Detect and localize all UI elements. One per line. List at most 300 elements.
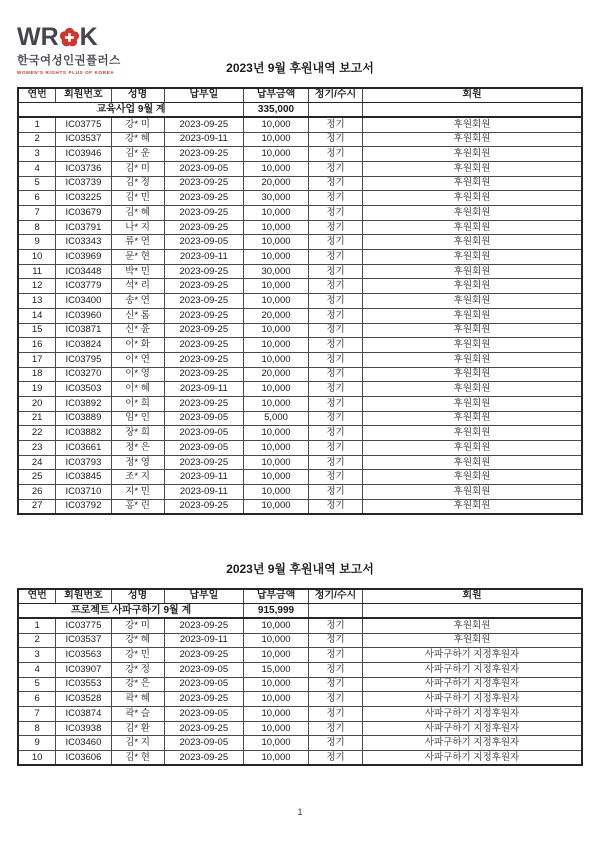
cell-membership: 후원회원 [363,191,582,206]
cell-amount: 10,000 [244,692,309,707]
cell-date: 2023-09-25 [164,692,244,707]
cell-member-id: IC03969 [56,250,111,265]
table-row [18,382,582,397]
cell-name: 신* 롬 [111,308,164,323]
cell-seq: 21 [18,411,56,426]
cell-membership: 후원회원 [363,264,582,279]
cell-member-id: IC03736 [56,161,111,176]
column-header: 회원 [363,88,582,103]
cell-seq: 6 [18,191,56,206]
column-header: 연번 [18,88,56,103]
cell-type: 정기 [308,662,362,677]
cell-type: 정기 [308,250,362,265]
cell-name: 송* 연 [111,294,164,309]
cell-name: 강* 미 [111,618,164,633]
cell-date: 2023-09-05 [164,426,244,441]
cell-member-id: IC03795 [56,352,111,367]
logo-english-tagline: WOMEN'S RIGHTS PLUS OF KOREA [17,70,115,75]
cell-date: 2023-09-25 [164,176,244,191]
table-row [18,677,582,692]
summary-label: 프로젝트 사파구하기 9월 계 [18,604,244,619]
cell-name: 박* 민 [111,264,164,279]
cell-name: 류* 연 [111,235,164,250]
cell-member-id: IC03793 [56,455,111,470]
table-row [18,707,582,722]
cell-name: 강* 혜 [111,132,164,147]
cell-type: 정기 [308,206,362,221]
table-row [18,235,582,250]
cell-member-id: IC03448 [56,264,111,279]
cell-membership: 후원회원 [363,441,582,456]
cell-type: 정기 [308,633,362,648]
table-row [18,132,582,147]
table-row [18,279,582,294]
cell-member-id: IC03528 [56,692,111,707]
column-header: 정기/수시 [308,88,362,103]
cell-date: 2023-09-11 [164,485,244,500]
table-row [18,618,582,633]
column-header: 납부일 [164,88,244,103]
cell-name: 이* 연 [111,352,164,367]
cell-member-id: IC03779 [56,279,111,294]
cell-seq: 9 [18,736,56,751]
cell-seq: 12 [18,279,56,294]
table-row [18,352,582,367]
header-row [18,88,582,103]
cell-member-id: IC03882 [56,426,111,441]
cell-type: 정기 [308,648,362,663]
cell-name: 김* 운 [111,147,164,162]
cell-amount: 10,000 [244,117,309,132]
cell-amount: 10,000 [244,721,309,736]
cell-name: 김* 미 [111,161,164,176]
column-header: 납부일 [164,589,244,604]
table-row [18,176,582,191]
cell-type: 정기 [308,132,362,147]
cell-amount: 10,000 [244,294,309,309]
cell-date: 2023-09-25 [164,455,244,470]
cell-amount: 10,000 [244,707,309,722]
table-row [18,367,582,382]
cell-amount: 20,000 [244,308,309,323]
cell-amount: 10,000 [244,426,309,441]
cell-seq: 10 [18,751,56,766]
cell-date: 2023-09-11 [164,250,244,265]
cell-member-id: IC03503 [56,382,111,397]
cell-amount: 10,000 [244,382,309,397]
table-row [18,692,582,707]
cell-type: 정기 [308,707,362,722]
cell-seq: 4 [18,662,56,677]
cell-type: 정기 [308,677,362,692]
cell-membership: 후원회원 [363,382,582,397]
cell-name: 홍* 린 [111,499,164,514]
cell-name: 이* 희 [111,396,164,411]
cell-membership: 후원회원 [363,618,582,633]
table-row [18,308,582,323]
cell-membership: 사파구하기 지정후원자 [363,736,582,751]
cell-seq: 7 [18,707,56,722]
cell-membership: 후원회원 [363,470,582,485]
cell-seq: 1 [18,117,56,132]
cell-name: 조* 지 [111,470,164,485]
cell-name: 강* 민 [111,648,164,663]
cell-type: 정기 [308,220,362,235]
cell-type: 정기 [308,117,362,132]
table-row [18,250,582,265]
cell-member-id: IC03791 [56,220,111,235]
cell-date: 2023-09-05 [164,411,244,426]
cell-name: 이* 영 [111,367,164,382]
cell-seq: 2 [18,132,56,147]
cell-member-id: IC03225 [56,191,111,206]
logo-wordmark [17,25,137,50]
cell-date: 2023-09-11 [164,382,244,397]
cell-date: 2023-09-05 [164,441,244,456]
cell-type: 정기 [308,161,362,176]
cell-member-id: IC03792 [56,499,111,514]
report-title-education: 2023년 9월 후원내역 보고서 [226,61,374,75]
cell-amount: 10,000 [244,648,309,663]
cell-type: 정기 [308,396,362,411]
cell-amount: 10,000 [244,279,309,294]
cell-name: 장* 희 [111,426,164,441]
table-row [18,662,582,677]
cell-member-id: IC03710 [56,485,111,500]
cell-seq: 6 [18,692,56,707]
cell-date: 2023-09-25 [164,279,244,294]
cell-name: 김* 환 [111,721,164,736]
summary-amount: 335,000 [244,103,309,118]
cell-seq: 20 [18,396,56,411]
cell-member-id: IC03889 [56,411,111,426]
cell-membership: 사파구하기 지정후원자 [363,648,582,663]
cell-amount: 5,000 [244,411,309,426]
cell-seq: 25 [18,470,56,485]
cell-seq: 26 [18,485,56,500]
cell-seq: 8 [18,220,56,235]
cell-membership: 후원회원 [363,206,582,221]
column-header: 회원 [363,589,582,604]
cell-type: 정기 [308,455,362,470]
cell-type: 정기 [308,147,362,162]
table-row [18,323,582,338]
cell-seq: 16 [18,338,56,353]
table-row [18,455,582,470]
column-header: 납부금액 [244,88,309,103]
cell-type: 정기 [308,411,362,426]
cell-amount: 10,000 [244,147,309,162]
cell-member-id: IC03874 [56,707,111,722]
column-header: 정기/수시 [308,589,362,604]
cell-name: 강* 정 [111,662,164,677]
cell-member-id: IC03907 [56,662,111,677]
cell-type: 정기 [308,736,362,751]
cell-date: 2023-09-25 [164,220,244,235]
cell-member-id: IC03679 [56,206,111,221]
cell-date: 2023-09-25 [164,147,244,162]
cell-amount: 10,000 [244,677,309,692]
cell-membership: 후원회원 [363,338,582,353]
cell-amount: 10,000 [244,470,309,485]
cell-amount: 20,000 [244,367,309,382]
cell-seq: 17 [18,352,56,367]
cell-amount: 15,000 [244,662,309,677]
table-row [18,648,582,663]
table-row [18,411,582,426]
cell-membership: 후원회원 [363,499,582,514]
column-header: 납부금액 [244,589,309,604]
cell-date: 2023-09-25 [164,751,244,766]
cell-seq: 14 [18,308,56,323]
cell-amount: 20,000 [244,176,309,191]
summary-membership [363,103,582,118]
cell-type: 정기 [308,323,362,338]
summary-type [308,103,362,118]
table-row [18,191,582,206]
logo-korean-name: 한국여성인권플러스 [17,55,121,67]
table-row [18,147,582,162]
cell-member-id: IC03739 [56,176,111,191]
cell-date: 2023-09-25 [164,191,244,206]
cell-membership: 후원회원 [363,279,582,294]
cell-name: 김* 현 [111,751,164,766]
cell-member-id: IC03343 [56,235,111,250]
cell-name: 강* 미 [111,117,164,132]
cell-type: 정기 [308,279,362,294]
cell-seq: 3 [18,648,56,663]
column-header: 회원번호 [56,589,111,604]
cell-member-id: IC03553 [56,677,111,692]
table-row [18,499,582,514]
cell-amount: 30,000 [244,191,309,206]
cell-type: 정기 [308,485,362,500]
cell-name: 정* 은 [111,441,164,456]
summary-row [18,604,582,619]
cell-amount: 10,000 [244,499,309,514]
logo-wordmark-right: K [79,23,98,51]
cell-type: 정기 [308,382,362,397]
cell-member-id: IC03938 [56,721,111,736]
table-row [18,441,582,456]
column-header: 성명 [111,589,164,604]
cell-date: 2023-09-11 [164,132,244,147]
cell-type: 정기 [308,264,362,279]
column-header: 회원번호 [56,88,111,103]
summary-row [18,103,582,118]
cell-membership: 후원회원 [363,220,582,235]
table-row [18,294,582,309]
summary-membership [363,604,582,619]
cell-date: 2023-09-05 [164,662,244,677]
table-row [18,633,582,648]
table-row [18,396,582,411]
cell-amount: 10,000 [244,235,309,250]
table-row [18,470,582,485]
cell-type: 정기 [308,618,362,633]
cell-name: 석* 리 [111,279,164,294]
header-row [18,589,582,604]
cell-amount: 10,000 [244,485,309,500]
cell-seq: 7 [18,206,56,221]
cell-membership: 후원회원 [363,352,582,367]
cell-member-id: IC03845 [56,470,111,485]
cell-type: 정기 [308,499,362,514]
table-row [18,206,582,221]
cell-member-id: IC03871 [56,323,111,338]
cell-type: 정기 [308,751,362,766]
cell-date: 2023-09-25 [164,618,244,633]
cell-seq: 23 [18,441,56,456]
cell-date: 2023-09-05 [164,736,244,751]
cell-member-id: IC03606 [56,751,111,766]
cell-amount: 10,000 [244,220,309,235]
cell-date: 2023-09-05 [164,707,244,722]
table-row [18,736,582,751]
cell-amount: 10,000 [244,396,309,411]
cell-date: 2023-09-25 [164,721,244,736]
cell-type: 정기 [308,692,362,707]
cell-amount: 10,000 [244,751,309,766]
report-title-project: 2023년 9월 후원내역 보고서 [226,562,374,576]
cell-membership: 사파구하기 지정후원자 [363,751,582,766]
cell-name: 정* 영 [111,455,164,470]
table-row [18,117,582,132]
cell-name: 김* 지 [111,736,164,751]
cell-date: 2023-09-25 [164,308,244,323]
cell-type: 정기 [308,352,362,367]
cell-member-id: IC03537 [56,132,111,147]
cell-membership: 후원회원 [363,235,582,250]
flower-cross-icon [59,27,80,48]
cell-date: 2023-09-25 [164,648,244,663]
cell-member-id: IC03775 [56,117,111,132]
cell-type: 정기 [308,235,362,250]
cell-amount: 10,000 [244,455,309,470]
cell-membership: 사파구하기 지정후원자 [363,707,582,722]
cell-date: 2023-09-25 [164,338,244,353]
cell-seq: 11 [18,264,56,279]
cell-date: 2023-09-25 [164,323,244,338]
cell-membership: 후원회원 [363,308,582,323]
cell-membership: 후원회원 [363,426,582,441]
cell-member-id: IC03270 [56,367,111,382]
cell-type: 정기 [308,191,362,206]
cell-date: 2023-09-05 [164,161,244,176]
column-header: 연번 [18,589,56,604]
cell-date: 2023-09-25 [164,117,244,132]
cell-membership: 사파구하기 지정후원자 [363,692,582,707]
cell-seq: 27 [18,499,56,514]
cell-seq: 22 [18,426,56,441]
cell-amount: 10,000 [244,132,309,147]
cell-date: 2023-09-11 [164,633,244,648]
cell-amount: 10,000 [244,206,309,221]
cell-date: 2023-09-25 [164,396,244,411]
cell-amount: 10,000 [244,338,309,353]
cell-membership: 사파구하기 지정후원자 [363,677,582,692]
cell-seq: 5 [18,176,56,191]
cell-name: 김* 민 [111,191,164,206]
cell-name: 김* 정 [111,176,164,191]
cell-amount: 10,000 [244,736,309,751]
table-row [18,161,582,176]
column-header: 성명 [111,88,164,103]
cell-name: 이* 화 [111,338,164,353]
donation-table-education [17,87,583,515]
cell-membership: 사파구하기 지정후원자 [363,662,582,677]
cell-date: 2023-09-25 [164,367,244,382]
cell-seq: 24 [18,455,56,470]
cell-seq: 3 [18,147,56,162]
cell-membership: 후원회원 [363,132,582,147]
cell-membership: 후원회원 [363,396,582,411]
cell-seq: 13 [18,294,56,309]
cell-type: 정기 [308,367,362,382]
table-row [18,751,582,766]
cell-name: 이* 혜 [111,382,164,397]
cell-member-id: IC03892 [56,396,111,411]
cell-member-id: IC03661 [56,441,111,456]
cell-membership: 후원회원 [363,147,582,162]
cell-member-id: IC03460 [56,736,111,751]
donation-table-project [17,588,583,766]
table-row [18,220,582,235]
cell-type: 정기 [308,308,362,323]
cell-membership: 후원회원 [363,633,582,648]
cell-amount: 10,000 [244,633,309,648]
cell-type: 정기 [308,294,362,309]
cell-amount: 10,000 [244,250,309,265]
cell-membership: 후원회원 [363,117,582,132]
logo-wordmark-left: WR [17,23,59,51]
cell-member-id: IC03824 [56,338,111,353]
cell-seq: 1 [18,618,56,633]
cell-seq: 8 [18,721,56,736]
cell-seq: 18 [18,367,56,382]
cell-seq: 4 [18,161,56,176]
cell-seq: 19 [18,382,56,397]
summary-label: 교육사업 9월 계 [18,103,244,118]
cell-date: 2023-09-05 [164,677,244,692]
cell-membership: 후원회원 [363,411,582,426]
cell-date: 2023-09-05 [164,235,244,250]
cell-amount: 10,000 [244,441,309,456]
cell-seq: 2 [18,633,56,648]
cell-membership: 후원회원 [363,455,582,470]
cell-date: 2023-09-25 [164,294,244,309]
cell-member-id: IC03960 [56,308,111,323]
cell-membership: 후원회원 [363,161,582,176]
cell-membership: 후원회원 [363,176,582,191]
cell-member-id: IC03563 [56,648,111,663]
cell-member-id: IC03400 [56,294,111,309]
cell-type: 정기 [308,441,362,456]
cell-date: 2023-09-25 [164,352,244,367]
cell-membership: 후원회원 [363,367,582,382]
cell-membership: 사파구하기 지정후원자 [363,721,582,736]
cell-date: 2023-09-25 [164,499,244,514]
cell-amount: 10,000 [244,323,309,338]
cell-date: 2023-09-11 [164,470,244,485]
cell-name: 지* 민 [111,485,164,500]
cell-amount: 10,000 [244,352,309,367]
cell-amount: 10,000 [244,618,309,633]
cell-name: 강* 혜 [111,633,164,648]
cell-name: 곽* 슬 [111,707,164,722]
cell-membership: 후원회원 [363,485,582,500]
cell-type: 정기 [308,721,362,736]
